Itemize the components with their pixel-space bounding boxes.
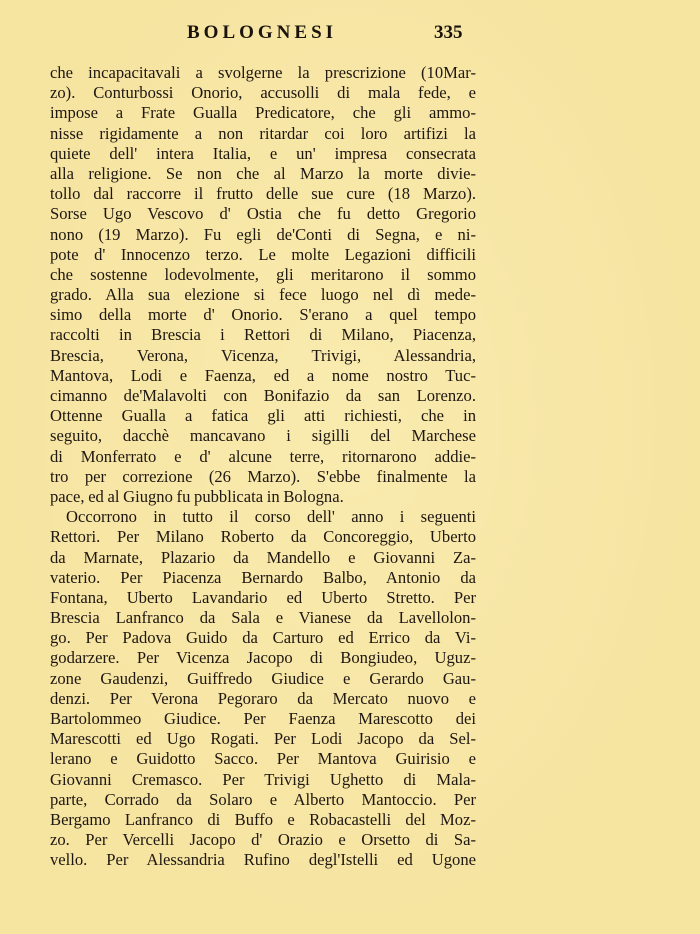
text-line: vaterio. Per Piacenza Bernardo Balbo, Antonio da xyxy=(50,567,476,587)
text-line: Bartolommeo Giudice. Per Faenza Marescotto dei xyxy=(50,709,476,728)
text-line: nono (19 Marzo). Fu egli de'Conti di Segna, e ni- xyxy=(50,224,476,244)
text-line: da Marnate, Plazario da Mandello e Giovanni Za- xyxy=(50,547,476,567)
text-line: Occorrono in tutto il corso dell' anno i seguenti xyxy=(66,507,476,527)
page-number: 335 xyxy=(434,22,463,43)
text-line: raccolti in Brescia i Rettori di Milano, Piacenza, xyxy=(50,325,476,345)
text-line: simo della morte d' Onorio. S'erano a quel tempo xyxy=(50,305,476,325)
text-line: pote d' Innocenzo terzo. Le molte Legazioni difficili xyxy=(50,244,476,264)
text-line: seguito, dacchè mancavano i sigilli del Marchese xyxy=(50,426,476,446)
text-line: denzi. Per Verona Pegoraro da Mercato nuovo e xyxy=(50,688,476,708)
text-line: tro per correzione (26 Marzo). S'ebbe finalmente la xyxy=(50,466,476,486)
text-line: lerano e Guidotto Sacco. Per Mantova Guirisio e xyxy=(50,749,476,769)
text-line: zo. Per Vercelli Jacopo d' Orazio e Orsetto di Sa- xyxy=(50,830,476,850)
text-line: di Monferrato e d' alcune terre, ritornarono addie- xyxy=(50,446,476,466)
text-line: Giovanni Cremasco. Per Trivigi Ughetto di Mala- xyxy=(50,769,476,789)
text-line: pace, ed al Giugno fu pubblicata in Bologna. xyxy=(50,486,344,506)
page-header xyxy=(52,22,462,52)
text-line: Brescia, Verona, Vicenza, Trivigi, Alessandria, xyxy=(50,345,476,365)
text-line: quiete dell' intera Italia, e un' impresa consecrata xyxy=(50,143,476,163)
running-title: BOLOGNESI xyxy=(187,22,338,43)
text-line: grado. Alla sua elezione si fece luogo nel dì mede- xyxy=(50,285,476,305)
text-line: Rettori. Per Milano Roberto da Concoreggio, Uberto xyxy=(50,527,476,547)
text-line: che incapacitavali a svolgerne la prescrizione (10Mar- xyxy=(50,63,476,82)
text-line: Bergamo Lanfranco di Buffo e Robacastelli del Moz- xyxy=(50,809,476,829)
text-line: go. Per Padova Guido da Carturo ed Errico da Vi- xyxy=(50,628,476,648)
text-line: Fontana, Uberto Lavandario ed Uberto Stretto. Per xyxy=(50,587,476,607)
text-line: Mantova, Lodi e Faenza, ed a nome nostro Tuc- xyxy=(50,365,476,385)
text-line: cimanno de'Malavolti con Bonifazio da san Lorenzo. xyxy=(50,386,476,405)
text-line: zone Gaudenzi, Guiffredo Giudice e Gerardo Gau- xyxy=(50,668,476,688)
text-line: zo). Conturbossi Onorio, accusolli di mala fede, e xyxy=(50,83,476,103)
text-line: Sorse Ugo Vescovo d' Ostia che fu detto Gregorio xyxy=(50,204,476,224)
text-line: alla religione. Se non che al Marzo la morte divie- xyxy=(50,163,476,183)
text-line: tollo dal raccorre il frutto delle sue cure (18 Marzo). xyxy=(50,184,476,204)
body-text xyxy=(50,63,476,871)
text-line: vello. Per Alessandria Rufino degl'Istelli ed Ugone xyxy=(50,850,476,870)
text-line: godarzere. Per Vicenza Jacopo di Bongiudeo, Uguz- xyxy=(50,648,476,668)
text-line: che sostenne lodevolmente, gli meritarono il sommo xyxy=(50,264,476,284)
text-line: Ottenne Gualla a fatica gli atti richiesti, che in xyxy=(50,406,476,426)
text-line: parte, Corrado da Solaro e Alberto Mantoccio. Per xyxy=(50,789,476,809)
text-line: nisse rigidamente a non ritardar coi loro artifizi la xyxy=(50,123,476,143)
text-line: impose a Frate Gualla Predicatore, che gli ammo- xyxy=(50,103,476,123)
text-line: Marescotti ed Ugo Rogati. Per Lodi Jacopo da Sel- xyxy=(50,729,476,749)
text-line: Brescia Lanfranco da Sala e Vianese da Lavellolon- xyxy=(50,608,476,628)
